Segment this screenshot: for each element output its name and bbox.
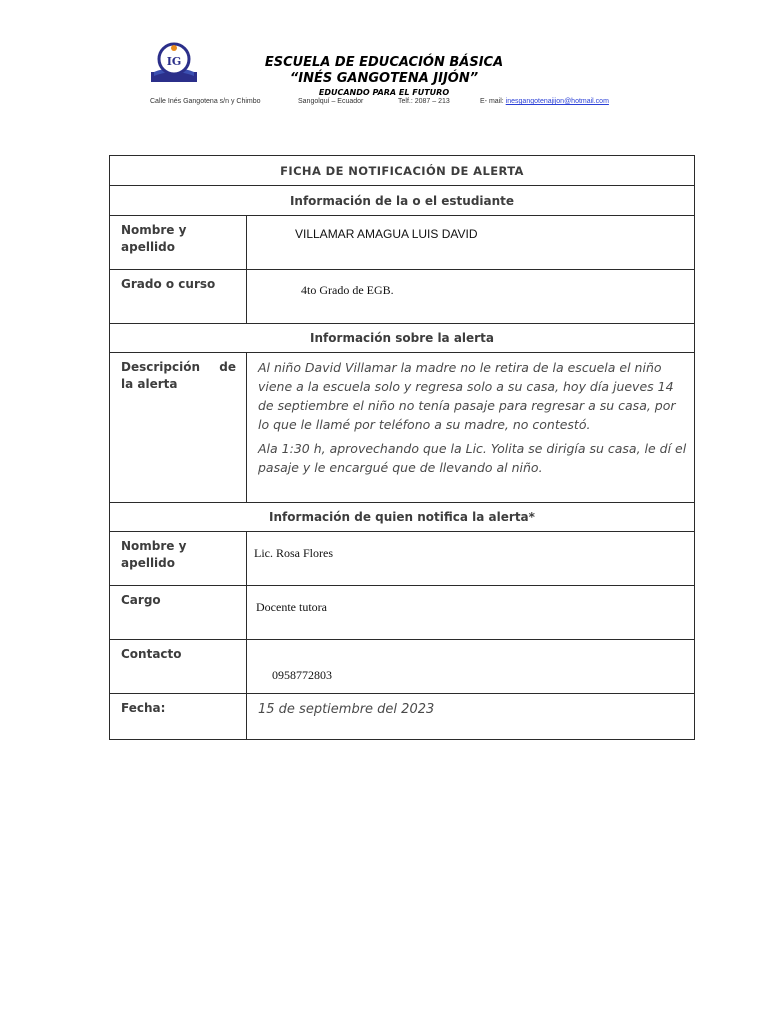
notifier-contact-row xyxy=(110,640,695,694)
notifier-name-cell xyxy=(247,532,695,586)
alert-description-label xyxy=(110,353,247,503)
alert-description-cell xyxy=(247,353,695,503)
notifier-contact-cell xyxy=(247,640,695,694)
email-link[interactable]: inesgangotenajijon@hotmail.com xyxy=(505,98,609,105)
notifier-date-cell xyxy=(247,694,695,740)
notifier-section-row xyxy=(110,503,695,532)
form-title-row xyxy=(110,156,695,186)
notifier-date-row xyxy=(110,694,695,740)
student-grade-value: 4to Grado de EGB. xyxy=(301,283,394,297)
school-name-line1: ESCUELA DE EDUCACIÓN BÁSICA xyxy=(264,55,504,70)
student-grade-row xyxy=(110,270,695,324)
school-motto: EDUCANDO PARA EL FUTURO xyxy=(318,88,450,97)
student-name-label: Nombre y apellido xyxy=(110,216,247,270)
alert-description-row xyxy=(110,353,695,503)
notifier-name-label: Nombre y apellido xyxy=(110,532,247,586)
notifier-contact-value: 0958772803 xyxy=(272,668,332,682)
logo-letters: IG xyxy=(166,55,182,68)
notifier-role-value: Docente tutora xyxy=(256,600,327,614)
alert-description-label-line2: la alerta xyxy=(121,377,178,391)
notifier-name-row xyxy=(110,532,695,586)
school-email xyxy=(480,98,609,105)
student-grade-label: Grado o curso xyxy=(110,270,247,324)
email-label: E- mail: xyxy=(480,98,504,105)
notifier-role-label: Cargo xyxy=(110,586,247,640)
notifier-section-heading: Información de quien notifica la alerta* xyxy=(110,503,695,532)
notifier-date-label: Fecha: xyxy=(110,694,247,740)
notifier-contact-label: Contacto xyxy=(110,640,247,694)
alert-section-heading: Información sobre la alerta xyxy=(110,324,695,353)
notifier-name-value: Lic. Rosa Flores xyxy=(254,546,333,560)
student-grade-cell xyxy=(247,270,695,324)
student-name-row xyxy=(110,216,695,270)
school-address: Calle Inés Gangotena s/n y Chimbo xyxy=(150,98,261,105)
alert-description-label-word2: de xyxy=(219,360,236,374)
notifier-date-value: 15 de septiembre del 2023 xyxy=(258,702,435,717)
student-name-value: VILLAMAR AMAGUA LUIS DAVID xyxy=(295,227,478,241)
alert-description-label-word1: Descripción xyxy=(121,360,200,374)
student-name-cell xyxy=(247,216,695,270)
alert-form-table xyxy=(109,155,695,740)
alert-section-row xyxy=(110,324,695,353)
notifier-role-row xyxy=(110,586,695,640)
alert-description-paragraph1: Al niño David Villamar la madre no le retira de la escuela el niño viene a la escuela solo y regresa solo a su casa, hoy día jueves 14 de septiembre el niño no tenía pasaje para regresar a su casa, por lo que le llamé por teléfono a su madre, no contestó. xyxy=(258,360,676,432)
student-section-row xyxy=(110,186,695,216)
student-section-heading: Información de la o el estudiante xyxy=(110,186,695,216)
alert-description-paragraph2: Ala 1:30 h, aprovechando que la Lic. Yolita se dirigía su casa, le dí el pasaje y le encargué que de llevando al niño. xyxy=(258,441,687,475)
school-city: Sangolquí – Ecuador xyxy=(298,98,364,105)
school-name-line2: “INÉS GANGOTENA JIJÓN” xyxy=(289,71,479,86)
school-phone: Telf.: 2087 – 213 xyxy=(398,98,450,105)
notifier-role-cell xyxy=(247,586,695,640)
form-title: FICHA DE NOTIFICACIÓN DE ALERTA xyxy=(110,156,695,186)
